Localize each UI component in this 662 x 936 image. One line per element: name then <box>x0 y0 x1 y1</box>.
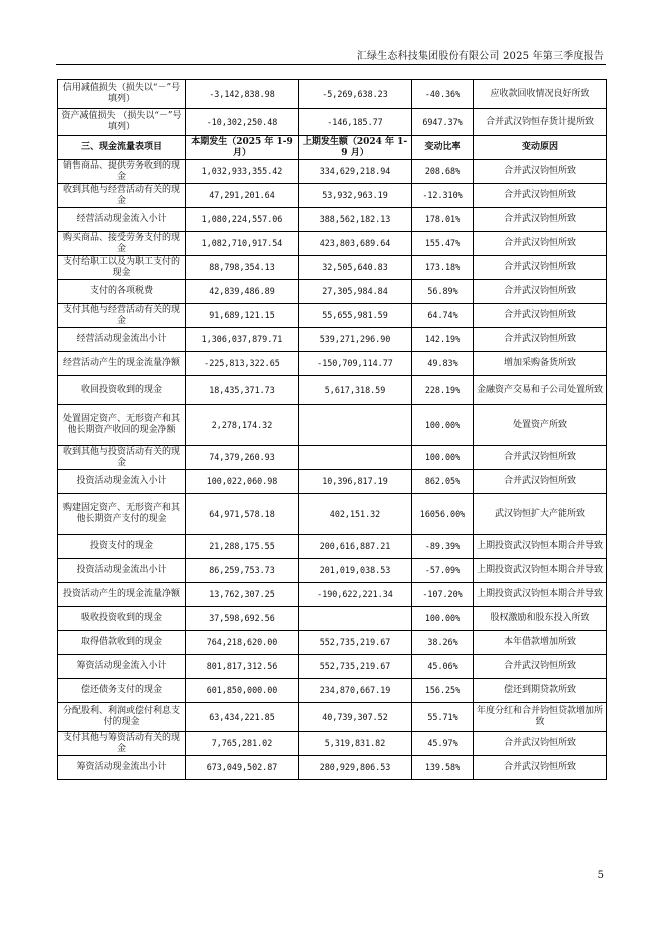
row-change: 55.71% <box>412 703 474 732</box>
row-item: 资产减值损失 （损失以“－”号填列） <box>58 109 186 136</box>
table-row <box>58 732 607 756</box>
row-current: -10,302,250.48 <box>186 109 299 136</box>
row-current: 1,306,037,879.71 <box>186 328 299 352</box>
row-reason: 金融资产交易和子公司处置所致 <box>474 376 607 405</box>
row-item: 收回投资收到的现金 <box>58 376 186 405</box>
table-row <box>58 376 607 405</box>
row-current: 601,850,000.00 <box>186 679 299 703</box>
section-reason-header: 变动原因 <box>474 136 607 160</box>
row-reason: 合并武汉钧恒所致 <box>474 232 607 256</box>
table-row <box>58 756 607 780</box>
row-current: 47,291,201.64 <box>186 184 299 208</box>
row-change: 49.83% <box>412 352 474 376</box>
row-prior: 539,271,296.90 <box>299 328 412 352</box>
row-current: 86,259,753.73 <box>186 559 299 583</box>
row-reason: 合并武汉钧恒所致 <box>474 732 607 756</box>
row-current: 1,080,224,557.06 <box>186 208 299 232</box>
row-current: 42,839,486.89 <box>186 280 299 304</box>
row-item: 吸收投资收到的现金 <box>58 607 186 631</box>
row-prior: 10,396,817.19 <box>299 470 412 494</box>
row-change: 100.00% <box>412 446 474 470</box>
row-item: 偿还债务支付的现金 <box>58 679 186 703</box>
table-row <box>58 559 607 583</box>
row-item: 经营活动现金流出小计 <box>58 328 186 352</box>
row-item: 分配股利、利润或偿付利息支付的现金 <box>58 703 186 732</box>
row-current: 100,022,060.98 <box>186 470 299 494</box>
row-prior: -146,185.77 <box>299 109 412 136</box>
page-number: 5 <box>597 870 604 881</box>
table-row <box>58 352 607 376</box>
row-current: 1,032,933,355.42 <box>186 160 299 184</box>
row-prior: 53,932,963.19 <box>299 184 412 208</box>
row-change: 6947.37% <box>412 109 474 136</box>
row-prior <box>299 405 412 446</box>
table-row <box>58 631 607 655</box>
row-change: 142.19% <box>412 328 474 352</box>
row-reason: 合并武汉钧恒所致 <box>474 304 607 328</box>
row-change: 862.05% <box>412 470 474 494</box>
table-row <box>58 328 607 352</box>
table-row <box>58 109 607 136</box>
row-change: -57.09% <box>412 559 474 583</box>
header-divider <box>56 64 606 65</box>
row-reason: 武汉钧恒扩大产能所致 <box>474 494 607 535</box>
table-row <box>58 232 607 256</box>
row-item: 购买商品、接受劳务支付的现金 <box>58 232 186 256</box>
row-change: 16056.00% <box>412 494 474 535</box>
row-current: 37,598,692.56 <box>186 607 299 631</box>
table-row <box>58 583 607 607</box>
row-prior: 5,617,318.59 <box>299 376 412 405</box>
row-prior: 334,629,218.94 <box>299 160 412 184</box>
row-current: 91,689,121.15 <box>186 304 299 328</box>
table-row <box>58 80 607 109</box>
row-prior: 423,803,689.64 <box>299 232 412 256</box>
row-change: 100.00% <box>412 405 474 446</box>
row-prior: 280,929,806.53 <box>299 756 412 780</box>
row-reason: 上期投资武汉钧恒本期合并导致 <box>474 559 607 583</box>
section-change-header: 变动比率 <box>412 136 474 160</box>
row-reason: 股权激励和股东投入所致 <box>474 607 607 631</box>
row-reason: 合并武汉钧恒所致 <box>474 208 607 232</box>
row-item: 投资支付的现金 <box>58 535 186 559</box>
row-prior: 234,870,667.19 <box>299 679 412 703</box>
section-header-row <box>58 136 607 160</box>
row-change: 173.18% <box>412 256 474 280</box>
row-item: 支付其他与经营活动有关的现金 <box>58 304 186 328</box>
table-row <box>58 607 607 631</box>
row-prior: 552,735,219.67 <box>299 655 412 679</box>
row-reason: 合并武汉钧恒所致 <box>474 470 607 494</box>
row-reason: 上期投资武汉钧恒本期合并导致 <box>474 535 607 559</box>
row-item: 收到其他与投资活动有关的现金 <box>58 446 186 470</box>
row-item: 投资活动现金流出小计 <box>58 559 186 583</box>
row-change: 228.19% <box>412 376 474 405</box>
row-change: 155.47% <box>412 232 474 256</box>
row-current: 673,049,502.87 <box>186 756 299 780</box>
row-item: 信用减值损失（损失以“－”号填列） <box>58 80 186 109</box>
table-row <box>58 304 607 328</box>
row-reason: 合并武汉钧恒所致 <box>474 446 607 470</box>
row-current: 801,817,312.56 <box>186 655 299 679</box>
row-change: 45.06% <box>412 655 474 679</box>
row-change: -89.39% <box>412 535 474 559</box>
row-item: 购建固定资产、无形资产和其他长期资产支付的现金 <box>58 494 186 535</box>
row-current: 18,435,371.73 <box>186 376 299 405</box>
row-reason: 合并武汉钧恒所致 <box>474 756 607 780</box>
row-prior: -190,622,221.34 <box>299 583 412 607</box>
table-row <box>58 184 607 208</box>
row-change: 139.58% <box>412 756 474 780</box>
row-current: 1,082,710,917.54 <box>186 232 299 256</box>
table-row <box>58 655 607 679</box>
row-prior: 201,019,038.53 <box>299 559 412 583</box>
row-reason: 应收款回收情况良好所致 <box>474 80 607 109</box>
row-item: 筹资活动现金流入小计 <box>58 655 186 679</box>
table-row <box>58 679 607 703</box>
row-prior: 5,319,831.82 <box>299 732 412 756</box>
row-reason: 合并武汉钧恒所致 <box>474 256 607 280</box>
row-current: -3,142,838.98 <box>186 80 299 109</box>
row-item: 筹资活动现金流出小计 <box>58 756 186 780</box>
row-prior: 552,735,219.67 <box>299 631 412 655</box>
row-item: 销售商品、提供劳务收到的现金 <box>58 160 186 184</box>
row-prior: 402,151.32 <box>299 494 412 535</box>
row-change: 64.74% <box>412 304 474 328</box>
row-prior <box>299 446 412 470</box>
row-prior: -150,709,114.77 <box>299 352 412 376</box>
row-reason: 合并武汉钧恒所致 <box>474 184 607 208</box>
row-change: -40.36% <box>412 80 474 109</box>
row-item: 经营活动产生的现金流量净额 <box>58 352 186 376</box>
table-row <box>58 494 607 535</box>
row-current: 7,765,281.02 <box>186 732 299 756</box>
row-reason: 本年借款增加所致 <box>474 631 607 655</box>
section-prior-header: 上期发生额（2024 年 1-9 月） <box>299 136 412 160</box>
row-change: 38.26% <box>412 631 474 655</box>
row-reason: 偿还到期贷款所致 <box>474 679 607 703</box>
row-current: 13,762,307.25 <box>186 583 299 607</box>
row-change: 208.68% <box>412 160 474 184</box>
row-reason: 合并武汉钧恒所致 <box>474 280 607 304</box>
table-row <box>58 256 607 280</box>
row-prior <box>299 607 412 631</box>
row-current: 64,971,578.18 <box>186 494 299 535</box>
financial-table-body <box>58 80 607 780</box>
row-item: 投资活动现金流入小计 <box>58 470 186 494</box>
row-reason: 合并武汉钧恒所致 <box>474 655 607 679</box>
row-prior: 27,305,984.84 <box>299 280 412 304</box>
row-reason: 年度分红和合并钧恒贷款增加所致 <box>474 703 607 732</box>
table-row <box>58 470 607 494</box>
row-change: 100.00% <box>412 607 474 631</box>
row-current: 2,278,174.32 <box>186 405 299 446</box>
row-item: 处置固定资产、无形资产和其他长期资产收回的现金净额 <box>58 405 186 446</box>
section-current-header: 本期发生（2025 年 1-9 月） <box>186 136 299 160</box>
row-prior: 40,739,307.52 <box>299 703 412 732</box>
row-change: 56.89% <box>412 280 474 304</box>
row-change: -12.310% <box>412 184 474 208</box>
table-row <box>58 160 607 184</box>
row-reason: 上期投资武汉钧恒本期合并导致 <box>474 583 607 607</box>
row-item: 支付给职工以及为职工支付的现金 <box>58 256 186 280</box>
row-change: 178.01% <box>412 208 474 232</box>
row-change: -107.20% <box>412 583 474 607</box>
row-item: 收到其他与经营活动有关的现金 <box>58 184 186 208</box>
row-current: 88,798,354.13 <box>186 256 299 280</box>
row-reason: 合并武汉钧恒所致 <box>474 328 607 352</box>
section-item-header: 三、现金流量表项目 <box>58 136 186 160</box>
table-row <box>58 535 607 559</box>
row-reason: 合并武汉钧恒存货计提所致 <box>474 109 607 136</box>
table-row <box>58 280 607 304</box>
row-item: 经营活动现金流入小计 <box>58 208 186 232</box>
row-current: -225,813,322.65 <box>186 352 299 376</box>
row-prior: 55,655,981.59 <box>299 304 412 328</box>
row-reason: 增加采购备货所致 <box>474 352 607 376</box>
row-change: 156.25% <box>412 679 474 703</box>
row-current: 63,434,221.85 <box>186 703 299 732</box>
row-change: 45.97% <box>412 732 474 756</box>
table-row <box>58 703 607 732</box>
row-reason: 处置资产所致 <box>474 405 607 446</box>
row-item: 支付其他与筹资活动有关的现金 <box>58 732 186 756</box>
financial-change-table <box>57 79 607 780</box>
row-current: 764,218,620.00 <box>186 631 299 655</box>
row-item: 投资活动产生的现金流量净额 <box>58 583 186 607</box>
row-item: 支付的各项税费 <box>58 280 186 304</box>
table-row <box>58 405 607 446</box>
row-item: 取得借款收到的现金 <box>58 631 186 655</box>
row-prior: 388,562,182.13 <box>299 208 412 232</box>
table-row <box>58 446 607 470</box>
row-prior: 200,616,887.21 <box>299 535 412 559</box>
row-current: 74,379,260.93 <box>186 446 299 470</box>
row-reason: 合并武汉钧恒所致 <box>474 160 607 184</box>
row-prior: -5,269,638.23 <box>299 80 412 109</box>
report-header-title: 汇绿生态科技集团股份有限公司 2025 年第三季度报告 <box>356 51 604 62</box>
row-prior: 32,505,640.83 <box>299 256 412 280</box>
row-current: 21,288,175.55 <box>186 535 299 559</box>
table-row <box>58 208 607 232</box>
